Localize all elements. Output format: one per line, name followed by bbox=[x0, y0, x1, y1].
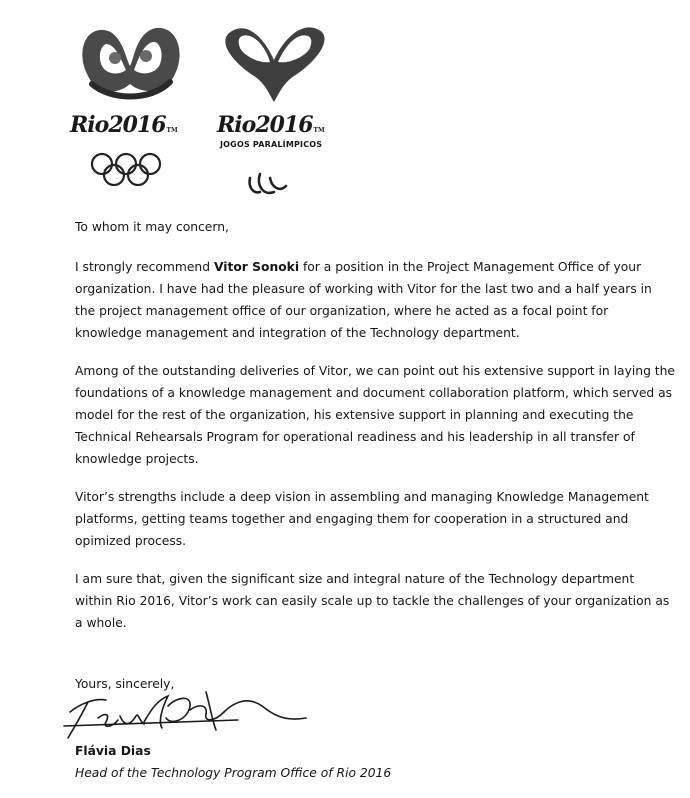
rio2016-paralympic-emblem-icon bbox=[212, 14, 337, 114]
signer-name: Flávia Dias bbox=[75, 744, 151, 758]
agitos-icon bbox=[244, 170, 290, 198]
rio2016-paralympic-logo bbox=[212, 14, 352, 194]
handwritten-signature bbox=[58, 682, 318, 744]
paralympic-wordmark: Rio2016TM bbox=[217, 112, 325, 138]
paragraph-recommendation: I strongly recommend Vitor Sonoki for a position in the Project Management Office of your organization. I have had the pleasure of working with Vitor for the last two and a half years in the project management office of our organization, where he acted as a focal point for knowledge management and integration of the Technology department. bbox=[75, 260, 652, 340]
candidate-name: Vitor Sonoki bbox=[213, 260, 300, 274]
signer-title: Head of the Technology Program Office of Rio 2016 bbox=[75, 766, 392, 780]
paralympic-subtitle: JOGOS PARALÍMPICOS bbox=[220, 140, 323, 149]
letter-body bbox=[75, 216, 675, 650]
paragraph-deliveries: Among of the outstanding deliveries of Vitor, we can point out his extensive support in laying the foundations of a knowledge management and document collaboration platform, which served as model for the rest of the organization, his extensive support in planning and executing the Technical Rehearsals Program for operational readiness and his leadership in all transfer of knowledge projects. bbox=[75, 364, 675, 466]
rio2016-olympic-logo bbox=[70, 14, 205, 194]
rio2016-emblem-icon bbox=[70, 14, 190, 114]
paragraph-strengths: Vitor’s strengths include a deep vision in assembling and managing Knowledge Management platforms, getting teams together and engaging them for cooperation in a structured and opimized process. bbox=[75, 490, 649, 548]
closing: Yours, sincerely, bbox=[75, 677, 175, 691]
paragraph-conclusion: I am sure that, given the significant size and integral nature of the Technology department within Rio 2016, Vitor’s work can easily scale up to tackle the challenges of your organization as a whole. bbox=[75, 572, 670, 630]
olympic-wordmark: Rio2016TM bbox=[70, 112, 178, 138]
salutation: To whom it may concern, bbox=[75, 220, 229, 234]
olympic-rings-icon bbox=[90, 152, 170, 188]
